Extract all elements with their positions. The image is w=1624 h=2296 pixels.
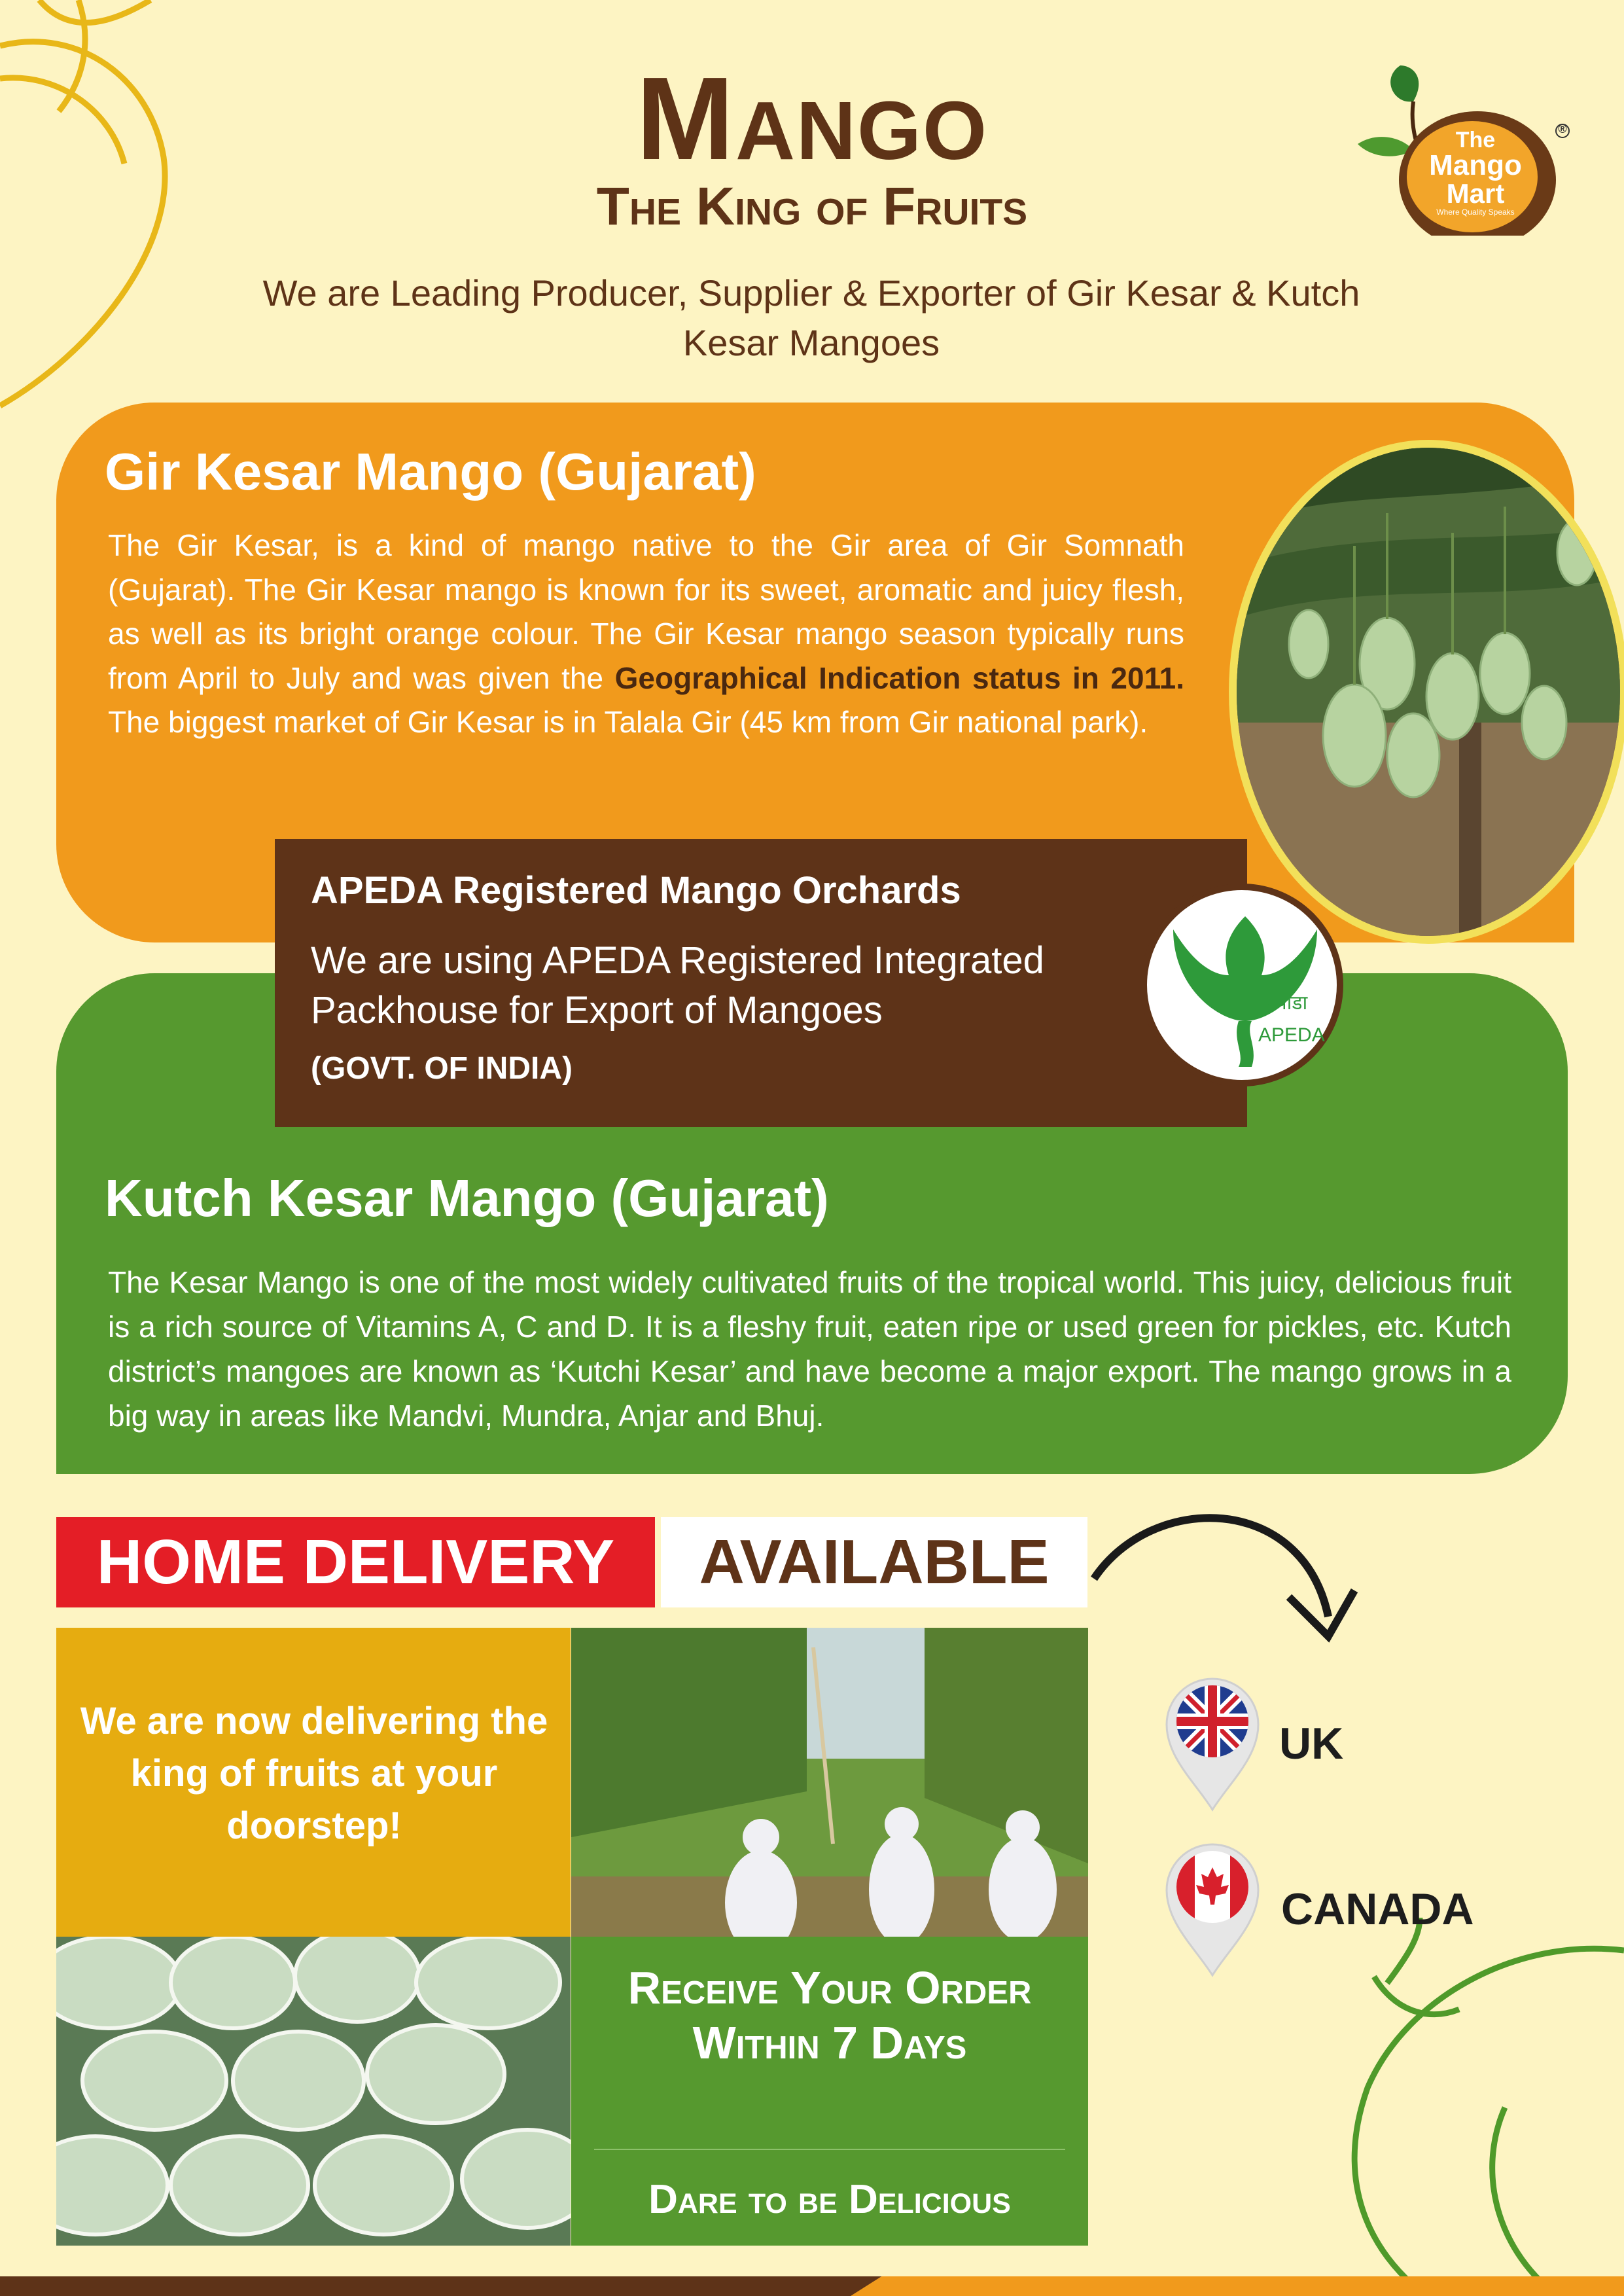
footer-bar-accent	[851, 2276, 1624, 2296]
dare-to-be-delicious-text: Dare to be Delicious	[648, 2177, 1011, 2222]
harvest-illustration	[571, 1628, 1088, 1937]
divider	[594, 2149, 1065, 2150]
logo-tagline: Where Quality Speaks	[1436, 207, 1515, 217]
apeda-govt-label: (GOVT. OF INDIA)	[311, 1051, 573, 1086]
kutch-kesar-description: The Kesar Mango is one of the most widely cultivated fruits of the tropical world. This juicy, delicious fruit is a rich source of Vitamins A, C and D. It is a fleshy fruit, eaten ripe or used green for pickles, etc. Kutch district’s mangoes are known as ‘Kutchi Kesar’ and have become a major export. The mango grows in a big way in areas like Mandvi, Mundra, Anjar and Bhuj.	[108, 1265, 1511, 1433]
gi-status-highlight: Geographical Indication status in 2011.	[614, 660, 1185, 695]
country-uk: UK	[1279, 1719, 1344, 1768]
gir-body-post: The biggest market of Gir Kesar is in Talala Gir (45 km from Gir national park).	[108, 705, 1148, 739]
curved-arrow-icon	[1094, 1518, 1354, 1636]
gir-body-pre: The Gir Kesar, is a kind of mango native to the Gir area of Gir Somnath (Gujarat). The Gir Kesar mango is known for its sweet, aromatic and juicy flesh, as well as its bright orange colour. The Gir Kesar mango season typically runs from April to July and was given the	[108, 528, 1184, 695]
packed-mangoes-illustration	[56, 1937, 571, 2246]
mango-orchard-photo	[1229, 440, 1624, 944]
country-canada: CANADA	[1281, 1884, 1474, 1934]
gir-kesar-title: Gir Kesar Mango (Gujarat)	[105, 442, 756, 501]
apeda-logo-label: APEDA	[1258, 1024, 1325, 1046]
apeda-leaf-icon	[1147, 890, 1337, 1080]
delivery-message: We are now delivering the king of fruits at your doorstep!	[80, 1700, 548, 1847]
logo-line2: Mango	[1429, 149, 1522, 181]
packed-mangoes-photo	[56, 1937, 571, 2246]
gir-kesar-description	[108, 524, 1184, 745]
available-label: AVAILABLE	[699, 1527, 1050, 1597]
apeda-description: We are using APEDA Registered Integrated Packhouse for Export of Mangoes	[311, 939, 1044, 1031]
apeda-logo-hindi: एपीडा	[1265, 992, 1308, 1014]
page-subtitle: The King of Fruits	[596, 177, 1028, 236]
apeda-logo	[1140, 884, 1343, 1086]
kutch-kesar-title: Kutch Kesar Mango (Gujarat)	[105, 1169, 829, 1227]
page-title: Mango	[636, 53, 988, 185]
mango-harvest-photo	[571, 1628, 1088, 1937]
registered-mark: ®	[1558, 122, 1567, 135]
logo-line1: The	[1455, 128, 1496, 152]
home-delivery-label: HOME DELIVERY	[96, 1527, 615, 1597]
bottom-right-mango-outline-icon	[1354, 1918, 1624, 2296]
mango-mart-logo	[1341, 39, 1590, 236]
mango-tree-illustration	[1237, 448, 1620, 936]
tagline: We are Leading Producer, Supplier & Exporter of Gir Kesar & Kutch Kesar Mangoes	[262, 272, 1360, 363]
uk-flag-pin-icon	[1163, 1672, 1262, 1813]
apeda-title: APEDA Registered Mango Orchards	[311, 869, 961, 912]
logo-line3: Mart	[1446, 178, 1505, 209]
canada-flag-pin-icon	[1163, 1838, 1262, 1979]
receive-order-text: Receive Your Order Within 7 Days	[627, 1962, 1032, 2068]
